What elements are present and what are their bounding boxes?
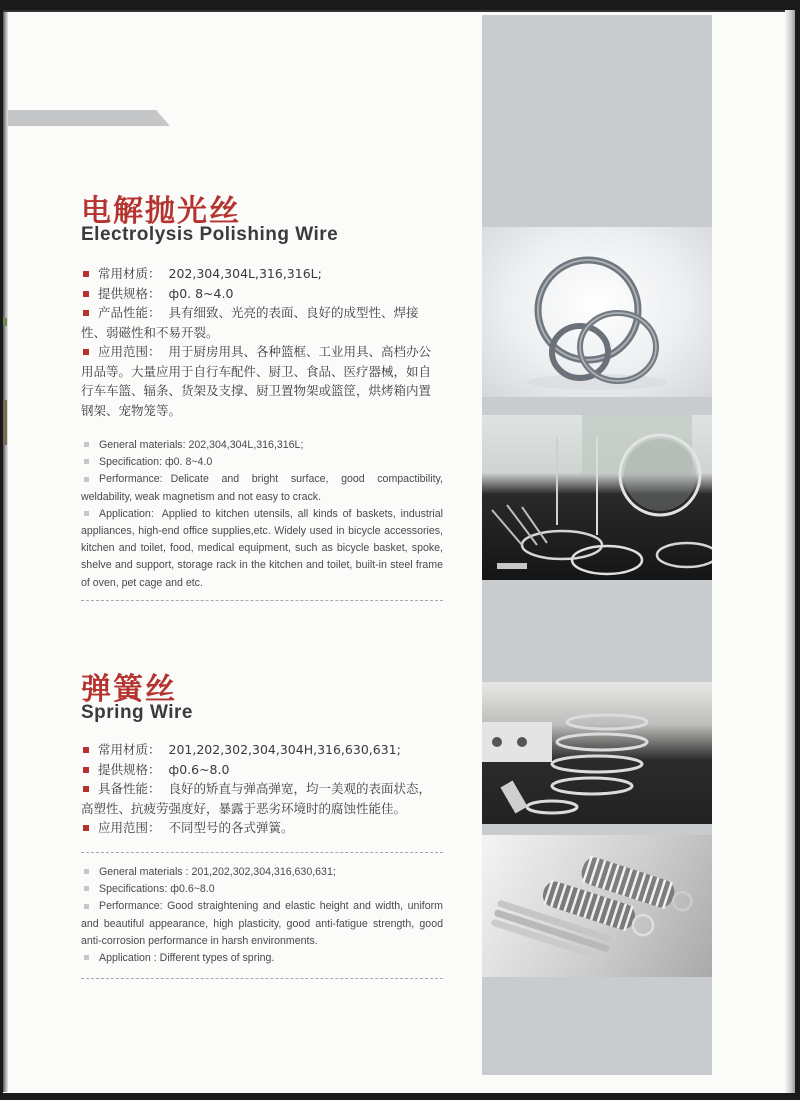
spec-item-materials: General materials : 201,202,302,304,316,630,631; (81, 864, 443, 881)
spec-item-performance: Performance: Delicate and bright surface, good compactibility, weldability, weak magnetism and not easy to crack. (81, 473, 443, 503)
spec-list-cn (81, 264, 443, 420)
spec-item-performance: Performance: Good straightening and elastic height and width, uniform and beautiful appearance, high plasticity, good anti-fatigue strength, good anti-corrosion performance in harsh environments. (81, 900, 443, 947)
bullet-square-icon (83, 291, 89, 297)
section-title-en: Electrolysis Polishing Wire (81, 224, 339, 245)
kitchen-utensils-icon (482, 415, 712, 580)
section-title-cn: 弹簧丝 (81, 672, 177, 707)
coil-springs-photo (482, 682, 712, 824)
spine-mark (3, 400, 7, 445)
spec-item-specification: Specifications: ф0.6~8.0 (81, 881, 443, 898)
section-divider (81, 978, 443, 979)
spec-item-materials: 常用材质： 202,304,304L,316,316L; (81, 264, 443, 284)
spec-list-en (81, 864, 443, 967)
spec-list-en (81, 437, 443, 592)
spine-mark (3, 318, 7, 326)
spec-item-specification: 提供规格： ф0. 8~4.0 (81, 284, 443, 304)
coil-spring-icon (482, 682, 712, 824)
bullet-square-icon (83, 349, 89, 355)
spec-item-application: Application: Applied to kitchen utensils, all kinds of baskets, industrial appliances, high-end office supplies,etc. Widely used in bicycle accessories, kitchen and toilet, food, medical equipment, such as bicycle basket, spoke, shelve and support, storage rack in the kitchen and toilet, built-in steel frame of oven, pet cage and etc. (81, 507, 443, 589)
bullet-square-icon (83, 310, 89, 316)
spec-item-application: 应用范围： 不同型号的各式弹簧。 (81, 818, 443, 838)
bullet-square-icon (83, 786, 89, 792)
bullet-square-icon (84, 904, 89, 909)
bullet-square-icon (84, 442, 89, 447)
bullet-square-icon (83, 825, 89, 831)
bullet-square-icon (83, 767, 89, 773)
spec-item-materials: 常用材质： 201,202,302,304,304H,316,630,631; (81, 740, 443, 760)
section-title-cn: 电解抛光丝 (81, 194, 241, 229)
spec-item-performance: 产品性能： 具有细致、光亮的表面、良好的成型性、焊接性、弱磁性和不易开裂。 (81, 305, 419, 340)
wire-coil-icon (482, 227, 712, 397)
section-divider (81, 600, 443, 601)
decorative-gray-tab (8, 110, 170, 126)
kitchen-wire-products-photo (482, 415, 712, 580)
bullet-square-icon (84, 459, 89, 464)
spec-item-application: 应用范围： 用于厨房用具、各种篮框、工业用具、高档办公用品等。大量应用于自行车配件、厨卫、食品、医疗器械，如自行车车篮、辐条、货架及支撑、厨卫置物架或篮筐，烘烤箱内置钢架、宠物笼等。 (81, 344, 432, 418)
bullet-square-icon (84, 955, 89, 960)
spec-item-specification: Specification: ф0. 8~4.0 (81, 454, 443, 471)
bullet-square-icon (84, 869, 89, 874)
extension-springs-photo (482, 835, 712, 977)
section-title-en: Spring Wire (81, 702, 193, 723)
spec-list-cn (81, 740, 443, 838)
bullet-square-icon (83, 747, 89, 753)
wire-coils-photo (482, 227, 712, 397)
bullet-square-icon (84, 886, 89, 891)
bullet-square-icon (84, 477, 89, 482)
spec-item-performance: 具备性能： 良好的矫直与弹高弹宽，均一美观的表面状态，高塑性、抗疲劳强度好，暴露于恶劣环境时的腐蚀性能佳。 (81, 781, 432, 816)
extension-spring-icon (482, 835, 712, 977)
page-spine-shadow (3, 12, 8, 1092)
bullet-square-icon (84, 511, 89, 516)
page-edge-right (785, 10, 795, 1093)
spec-item-application: Application : Different types of spring. (81, 950, 443, 967)
bullet-square-icon (83, 271, 89, 277)
section-divider (81, 852, 443, 853)
spec-item-specification: 提供规格： ф0.6~8.0 (81, 760, 443, 780)
spec-item-materials: General materials: 202,304,304L,316,316L; (81, 437, 443, 454)
